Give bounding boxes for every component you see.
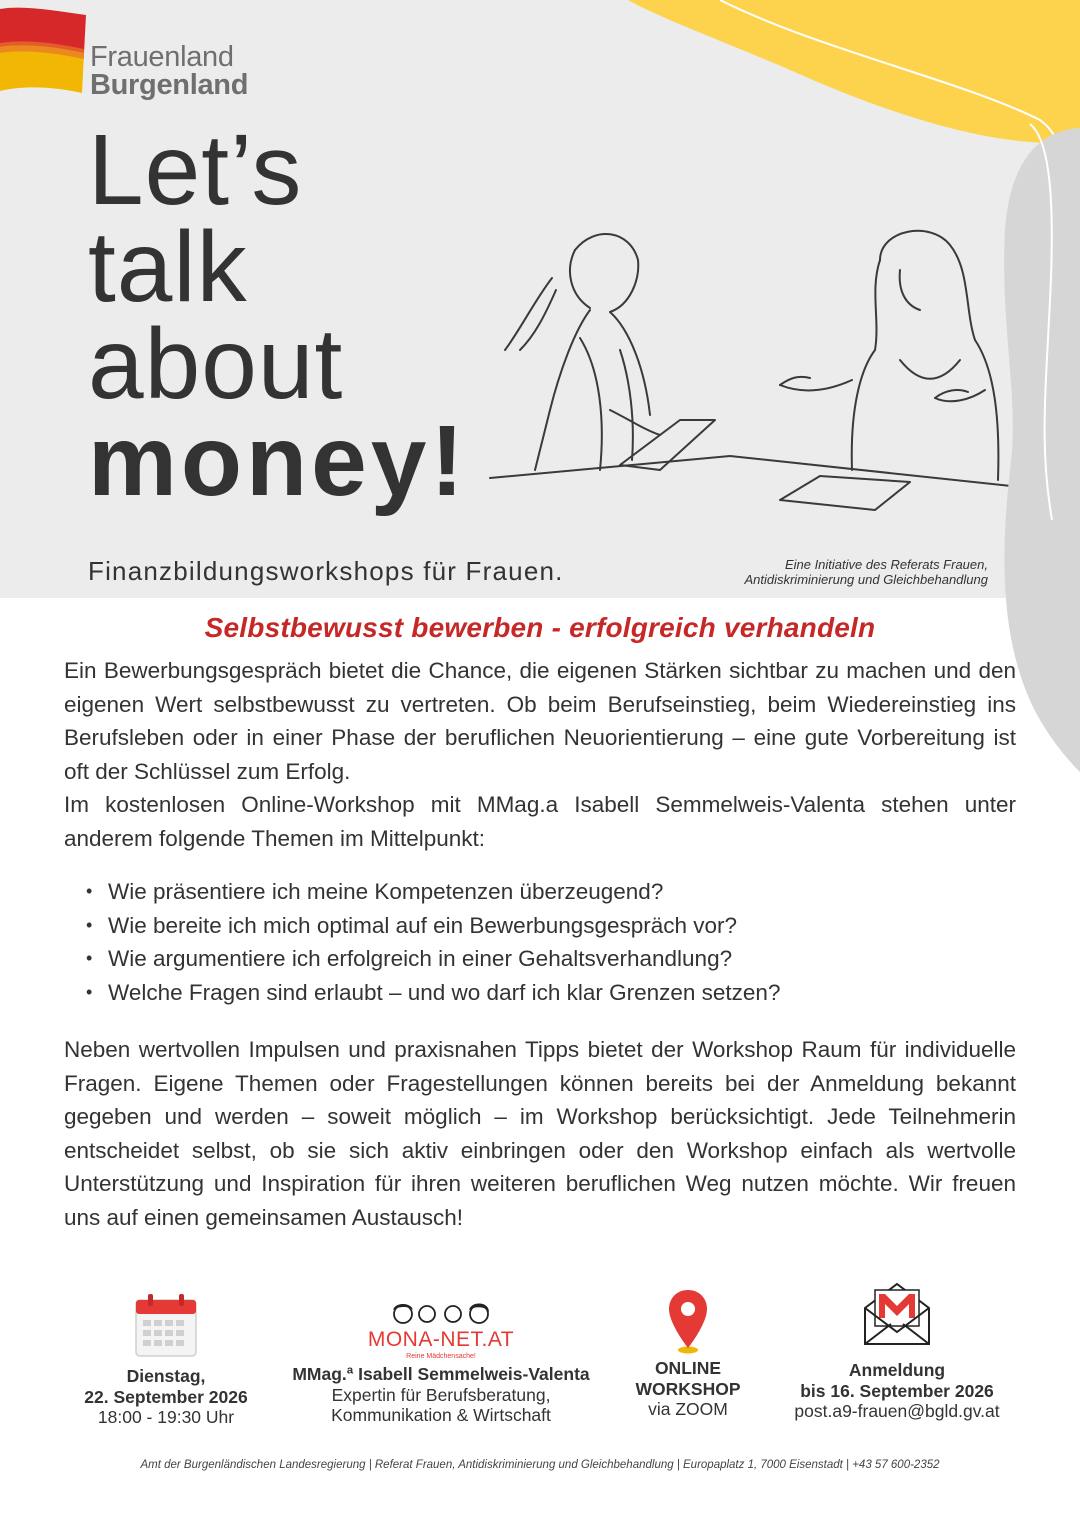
location-line-3: via ZOOM (648, 1399, 728, 1419)
logo-text-frauenland: Frauenland (90, 41, 234, 73)
speaker-role-line-1: Expertin für Berufsberatung, (331, 1384, 551, 1405)
list-item: • Wie argumentiere ich erfolgreich in einer Gehaltsverhandlung? (84, 942, 1016, 976)
calendar-icon (134, 1292, 198, 1358)
speaker-role-line-2: Kommunikation & Wirtschaft (331, 1405, 551, 1425)
speaker-name: MMag.ª Isabell Semmelweis-Valenta (292, 1364, 590, 1384)
location-line-2: WORKSHOP (635, 1378, 741, 1399)
headline-line-3: about (88, 308, 344, 420)
location-pin-icon (666, 1288, 710, 1356)
info-registration (772, 1278, 1022, 1422)
mail-envelope-icon (861, 1278, 933, 1348)
logo-text-burgenland: Burgenland (90, 69, 249, 101)
list-item: • Wie präsentiere ich meine Kompetenzen überzeugend? (84, 875, 1016, 909)
main-content (64, 612, 1016, 1234)
list-item: • Wie bereite ich mich optimal auf ein Bewerbungsgespräch vor? (84, 909, 1016, 943)
intro-paragraph: Ein Bewerbungsgespräch bietet die Chance, die eigenen Stärken sichtbar zu machen und den eigenen Wert selbstbewusst zu vertreten. Ob beim Berufseinstieg, beim Wiedereinstieg ins Berufsleben oder in einer Phase der beruflichen Neuorientierung – eine gute Vorbereitung ist oft der Schlüssel zum Erfolg. (64, 658, 1016, 784)
event-day: Dienstag, (126, 1366, 206, 1386)
registration-deadline: bis 16. September 2026 (800, 1380, 994, 1401)
registration-email[interactable]: post.a9-frauen@bgld.gv.at (794, 1401, 1000, 1421)
info-speaker (276, 1300, 606, 1426)
event-date: 22. September 2026 (84, 1386, 248, 1407)
headline-line-2: talk (88, 211, 248, 323)
list-item: • Welche Fragen sind erlaubt – und wo darf ich klar Grenzen setzen? (84, 976, 1016, 1010)
topics-list (84, 875, 1016, 1009)
headline-line-1: Let’s (88, 114, 303, 226)
initiative-line-1: Eine Initiative des Referats Frauen, (784, 557, 988, 572)
location-line-1: ONLINE (654, 1358, 722, 1378)
initiative-line-2: Antidiskriminierung und Gleichbehandlung (744, 572, 988, 587)
workshop-subtitle: Selbstbewusst bewerben - erfolgreich verhandeln (204, 612, 876, 643)
info-location (620, 1288, 756, 1420)
workshop-paragraph: Im kostenlosen Online-Workshop mit MMag.a Isabell Semmelweis-Valenta stehen unter anderem folgende Themen im Mittelpunkt: (64, 792, 1016, 851)
event-time: 18:00 - 19:30 Uhr (97, 1407, 235, 1427)
closing-paragraph: Neben wertvollen Impulsen und praxisnahen Tipps bietet der Workshop Raum für individuelle Fragen. Eigene Themen oder Fragestellungen können bereits bei der Anmeldung bekannt gegeben und werden – soweit möglich – im Workshop berücksichtigt. Jede Teilnehmerin entscheidet selbst, ob sie sich aktiv einbringen oder den Workshop einfach als wertvolle Unterstützung und Inspiration für ihren weiteren beruflichen Weg nutzen möchte. Wir freuen uns auf einen gemeinsamen Austausch! (64, 1037, 1016, 1230)
info-date (70, 1292, 262, 1428)
mona-net-logo-text: MONA-NET.AT (367, 1328, 515, 1351)
mona-net-logo (367, 1300, 515, 1364)
headline-line-4: money! (88, 405, 468, 517)
footer-address: Amt der Burgenländischen Landesregierung | Referat Frauen, Antidiskriminierung und Gleichbehandlung | Europaplatz 1, 7000 Eisenstadt | +43 57 600-2352 (140, 1459, 940, 1471)
hero-subline: Finanzbildungsworkshops für Frauen. (88, 556, 564, 586)
mona-net-logo-tagline: Reine Mädchensache! (406, 1353, 476, 1360)
registration-line-1: Anmeldung (848, 1360, 946, 1380)
